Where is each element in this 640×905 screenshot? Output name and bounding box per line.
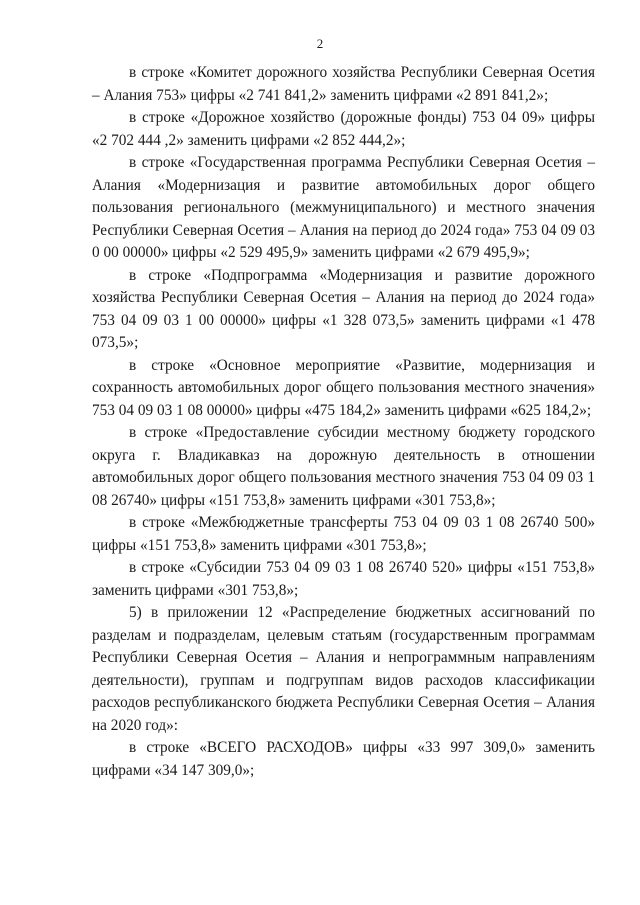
paragraph-subsidy-vladikavkaz: в строке «Предоставление субсидии местному бюджету городского округа г. Владикавказ на дорожную деятельность в отношении автомобильных дорог общего пользования местного значения 753 04 09 03 1 08 26740» цифры «151 753,8» заменить цифрами «301 753,8»; bbox=[92, 424, 595, 509]
paragraph-main-activity: в строке «Основное мероприятие «Развитие, модернизация и сохранность автомобильных дорог общего пользования местного значения» 753 04 09 03 1 08 00000» цифры «475 184,2» заменить цифрами «625 184,2»; bbox=[92, 356, 595, 419]
paragraph-appendix-12: 5) в приложении 12 «Распределение бюджетных ассигнований по разделам и подразделам, целевым статьям (государственным программам Республики Северная Осетия – Алания и непрограммным направлениям деятельности), группам и подгруппам видов расходов классификации расходов республиканского бюджета Республики Северная Осетия – Алания на 2020 год»: bbox=[92, 604, 595, 734]
paragraph-committee-road: в строке «Комитет дорожного хозяйства Республики Северная Осетия – Алания 753» цифры «2 741 841,2» заменить цифрами «2 891 841,2»; bbox=[92, 64, 595, 104]
paragraph-interbudget-transfers: в строке «Межбюджетные трансферты 753 04 09 03 1 08 26740 500» цифры «151 753,8» заменить цифрами «301 753,8»; bbox=[92, 514, 595, 554]
page-number: 2 bbox=[316, 36, 324, 51]
paragraph-subprogram: в строке «Подпрограмма «Модернизация и развитие дорожного хозяйства Республики Северная Осетия – Алания на период до 2024 года» 753 04 09 03 1 00 00000» цифры «1 328 073,5» заменить цифрами «1 478 073,5»; bbox=[92, 266, 595, 351]
document-body bbox=[92, 62, 595, 782]
paragraph-total-expenses: в строке «ВСЕГО РАСХОДОВ» цифры «33 997 309,0» заменить цифрами «34 147 309,0»; bbox=[92, 739, 595, 779]
paragraph-subsidies: в строке «Субсидии 753 04 09 03 1 08 26740 520» цифры «151 753,8» заменить цифрами «301 753,8»; bbox=[92, 559, 595, 599]
paragraph-state-program: в строке «Государственная программа Республики Северная Осетия – Алания «Модернизация и развитие автомобильных дорог общего пользования регионального (межмуниципального) и местного значения Республики Северная Осетия – Алания на период до 2024 года» 753 04 09 03 0 00 00000» цифры «2 529 495,9» заменить цифрами «2 679 495,9»; bbox=[92, 154, 595, 261]
paragraph-road-fund: в строке «Дорожное хозяйство (дорожные фонды) 753 04 09» цифры «2 702 444 ,2» заменить цифрами «2 852 444,2»; bbox=[92, 109, 595, 149]
